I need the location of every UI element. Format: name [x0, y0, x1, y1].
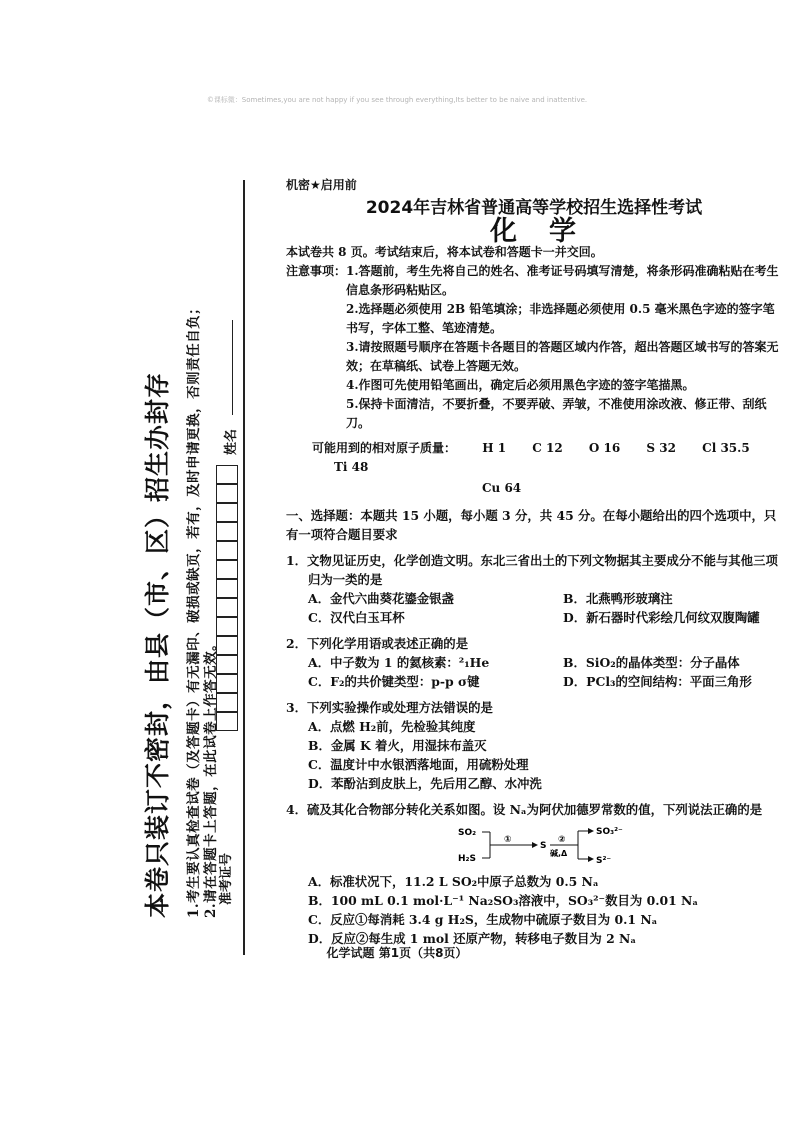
q4-option-c[interactable]: C．反应①每消耗 3.4 g H₂S，生成物中硫原子数目为 0.1 Nₐ: [308, 912, 658, 927]
note-4: 4.作图可先使用铅笔画出，确定后必须用黑色字迹的签字笔描黑。: [346, 378, 695, 392]
watermark: ©课标微：Sometimes,you are not happy if you see through everything,Its better to be naive and inattentive.: [206, 96, 588, 104]
q1-option-b[interactable]: B．北燕鸭形玻璃注: [563, 591, 673, 606]
q3-option-c[interactable]: C．温度计中水银洒落地面，用硫粉处理: [308, 757, 529, 772]
note-2: 2.选择题必须使用 2B 铅笔填涂；非选择题必须使用 0.5 毫米黑色字迹的签字笔书写，字体工整、笔迹清楚。: [346, 302, 775, 335]
diagram-condition: 碱,Δ: [550, 849, 568, 858]
confidential-mark: 机密★启用前: [286, 178, 357, 192]
diagram-s2: S²⁻: [596, 856, 612, 865]
exam-content: [286, 176, 782, 948]
question-2-options: [308, 653, 782, 691]
exam-id-box[interactable]: [216, 522, 238, 541]
mass-s: S 32: [646, 441, 676, 455]
exam-id-box[interactable]: [216, 712, 238, 731]
q4-option-d[interactable]: D．反应②每生成 1 mol 还原产物，转移电子数目为 2 Nₐ: [308, 931, 637, 946]
diagram-so3: SO₃²⁻: [596, 827, 623, 837]
q3-option-b[interactable]: B．金属 K 着火，用湿抹布盖灭: [308, 738, 487, 753]
exam-id-box[interactable]: [216, 560, 238, 579]
diagram-so2: SO₂: [458, 828, 477, 838]
exam-title: 2024年吉林省普通高等学校招生选择性考试: [365, 198, 703, 218]
question-2: 2．下列化学用语或表述正确的是: [286, 636, 469, 651]
question-1-options: [308, 589, 782, 627]
note-3: 3.请按照题号顺序在答题卡各题目的答题区域内作答，超出答题区域书写的答案无效；在草稿纸、试卷上答题无效。: [346, 340, 779, 373]
diagram-h2s: H₂S: [458, 854, 476, 864]
q4-option-a[interactable]: A．标准状况下，11.2 L SO₂中原子总数为 0.5 Nₐ: [308, 874, 599, 889]
mass-cl: Cl 35.5: [702, 441, 750, 455]
masses-label: 可能用到的相对原子质量：: [312, 441, 457, 455]
q2-option-d[interactable]: D．PCl₃的空间结构：平面三角形: [563, 674, 752, 689]
page-footer: 化学试题 第1页（共8页）: [326, 946, 468, 960]
diagram-s: S: [540, 841, 547, 851]
sulfur-conversion-diagram: [456, 823, 636, 865]
seal-title: 本卷只装订不密封，由县（市、区）招生办封存: [143, 371, 172, 918]
exam-id-box[interactable]: [216, 655, 238, 674]
atomic-masses: [312, 439, 782, 498]
exam-id-box[interactable]: [216, 617, 238, 636]
diagram-reaction-1: ①: [504, 835, 512, 845]
q3-option-d[interactable]: D．苯酚沾到皮肤上，先后用乙醇、水冲洗: [308, 776, 542, 791]
mass-c: C 12: [532, 441, 563, 455]
exam-id-box[interactable]: [216, 674, 238, 693]
question-1: 1．文物见证历史，化学创造文明。东北三省出土的下列文物据其主要成分不能与其他三项归为一类的是: [286, 553, 778, 587]
seal-line: [243, 180, 245, 955]
intro-text: 本试卷共 8 页。考试结束后，将本试卷和答题卡一并交回。: [286, 245, 603, 259]
question-4-options: [308, 872, 782, 948]
exam-id-box[interactable]: [216, 541, 238, 560]
exam-id-box[interactable]: [216, 693, 238, 712]
mass-h: H 1: [482, 441, 507, 455]
subject-title: 化学: [490, 216, 608, 247]
q1-option-a[interactable]: A．金代六曲葵花鎏金银盏: [308, 591, 454, 606]
notes-block: [286, 262, 782, 433]
exam-id-box[interactable]: [216, 579, 238, 598]
exam-id-box[interactable]: [216, 598, 238, 617]
q2-option-b[interactable]: B．SiO₂的晶体类型：分子晶体: [563, 655, 740, 670]
question-3: 3．下列实验操作或处理方法错误的是: [286, 700, 493, 715]
exam-id-box[interactable]: [216, 636, 238, 655]
mass-o: O 16: [588, 441, 621, 455]
seal-note-2: 2.请在答题卡上答题，在此试卷上作答无效。: [203, 636, 219, 918]
exam-id-box[interactable]: [216, 484, 238, 503]
question-3-options: [308, 717, 782, 793]
name-write-line[interactable]: [232, 320, 234, 415]
q2-option-a[interactable]: A．中子数为 1 的氦核素：²₁He: [308, 655, 490, 670]
section-heading: 一、选择题：本题共 15 小题，每小题 3 分，共 45 分。在每小题给出的四个选项中，只有一项符合题目要求: [286, 508, 777, 542]
question-4: 4．硫及其化合物部分转化关系如图。设 Nₐ为阿伏加德罗常数的值，下列说法正确的是: [286, 802, 763, 817]
exam-id-box[interactable]: [216, 465, 238, 484]
name-label: 姓名: [224, 428, 239, 455]
diagram-reaction-2: ②: [558, 835, 566, 845]
notes-head: 注意事项：: [286, 264, 347, 278]
seal-note-1: 1.考生要认真检查试卷（及答题卡）有无漏印、破损或缺页，若有，及时申请更换，否则责任自负；: [186, 300, 202, 918]
exam-id-label: 准考证号: [219, 852, 234, 905]
mass-ti: Ti 48: [334, 460, 369, 474]
q1-option-d[interactable]: D．新石器时代彩绘几何纹双腹陶罐: [563, 610, 760, 625]
q4-option-b[interactable]: B．100 mL 0.1 mol·L⁻¹ Na₂SO₃溶液中，SO₃²⁻数目为 0.01 Nₐ: [308, 893, 699, 908]
exam-id-box[interactable]: [216, 503, 238, 522]
q3-option-a[interactable]: A．点燃 H₂前，先检验其纯度: [308, 719, 476, 734]
q1-option-c[interactable]: C．汉代白玉耳杯: [308, 610, 405, 625]
q2-option-c[interactable]: C．F₂的共价键类型：p-p σ键: [308, 674, 480, 689]
note-1: 1.答题前，考生先将自己的姓名、准考证号码填写清楚，将条形码准确粘贴在考生信息条形码粘贴区。: [346, 264, 779, 297]
note-5: 5.保持卡面清洁，不要折叠，不要弄破、弄皱，不准使用涂改液、修正带、刮纸刀。: [346, 397, 767, 430]
mass-cu: Cu 64: [482, 481, 522, 495]
